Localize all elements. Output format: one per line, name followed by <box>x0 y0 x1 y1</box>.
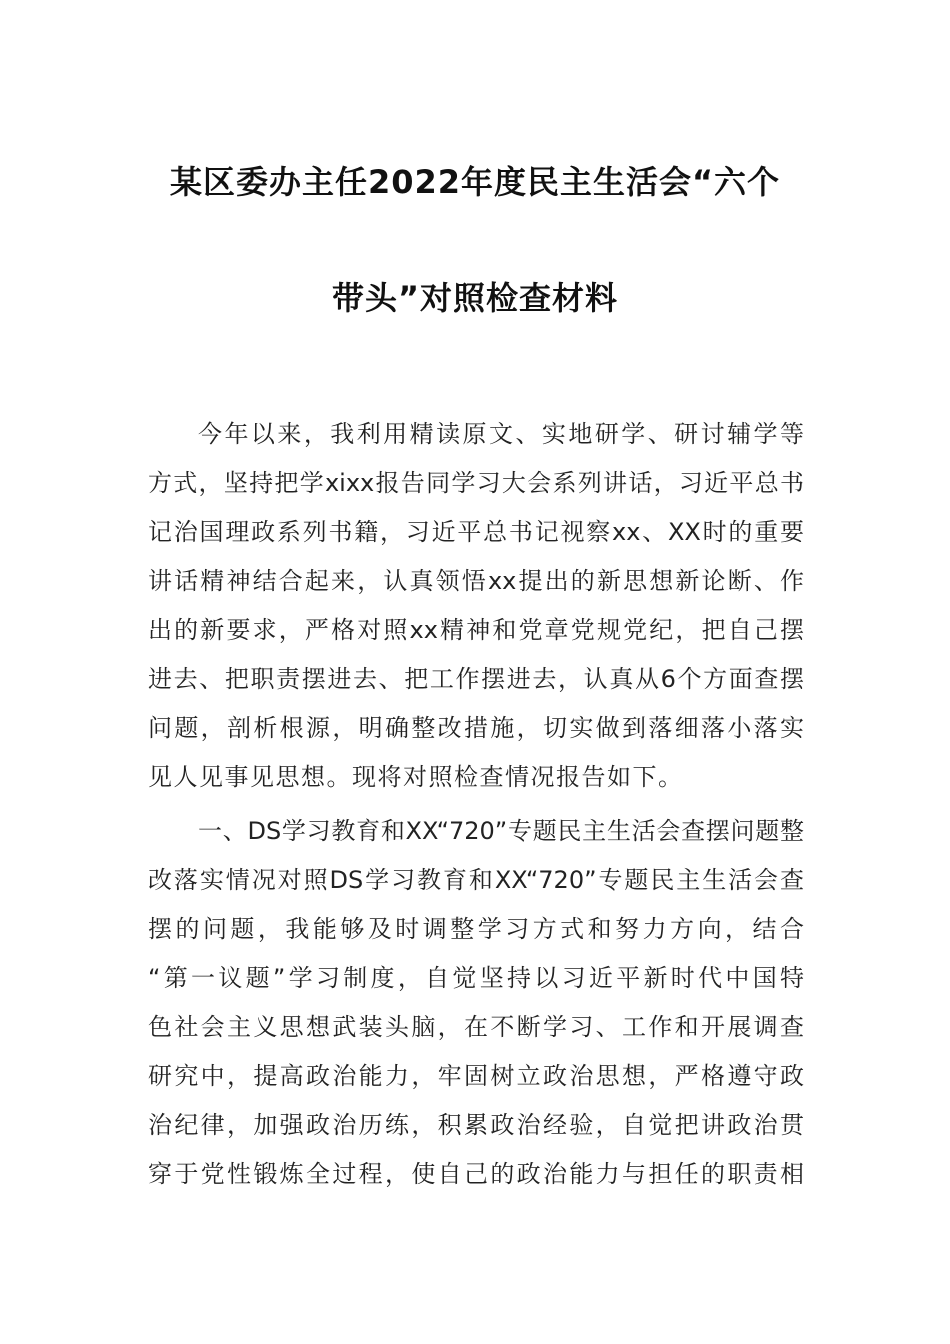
body-line-7: 问题，剖析根源，明确整改措施，切实做到落细落小落实 <box>148 714 804 742</box>
document-title-line-2: 带头”对照检查材料 <box>331 279 619 317</box>
body-line-3: 记治国理政系列书籍，习近平总书记视察xx、XX时的重要 <box>148 518 804 546</box>
body-line-11: 摆的问题，我能够及时调整学习方式和努力方向，结合 <box>148 915 804 943</box>
body-line-2: 方式，坚持把学xixx报告同学习大会系列讲话，习近平总书 <box>148 469 804 497</box>
body-line-14: 研究中，提高政治能力，牢固树立政治思想，严格遵守政 <box>148 1062 804 1090</box>
body-line-16: 穿于党性锻炼全过程，使自己的政治能力与担任的职责相 <box>148 1160 804 1188</box>
body-line-4: 讲话精神结合起来，认真领悟xx提出的新思想新论断、作 <box>148 567 804 595</box>
body-line-6: 进去、把职责摆进去、把工作摆进去，认真从6个方面查摆 <box>148 665 804 693</box>
body-line-5: 出的新要求，严格对照xx精神和党章党规党纪，把自己摆 <box>148 616 804 644</box>
body-line-10: 改落实情况对照DS学习教育和XX“720”专题民主生活会查 <box>148 866 804 894</box>
body-line-9: 一、DS学习教育和XX“720”专题民主生活会查摆问题整 <box>198 817 804 845</box>
document-title-line-1: 某区委办主任2022年度民主生活会“六个 <box>169 163 781 201</box>
body-line-13: 色社会主义思想武装头脑，在不断学习、工作和开展调查 <box>148 1013 804 1041</box>
body-line-8: 见人见事见思想。现将对照检查情况报告如下。 <box>148 763 684 791</box>
body-line-15: 治纪律，加强政治历练，积累政治经验，自觉把讲政治贯 <box>148 1111 804 1139</box>
body-line-1: 今年以来，我利用精读原文、实地研学、研讨辅学等 <box>198 420 804 448</box>
body-line-12: “第一议题”学习制度，自觉坚持以习近平新时代中国特 <box>148 964 804 992</box>
